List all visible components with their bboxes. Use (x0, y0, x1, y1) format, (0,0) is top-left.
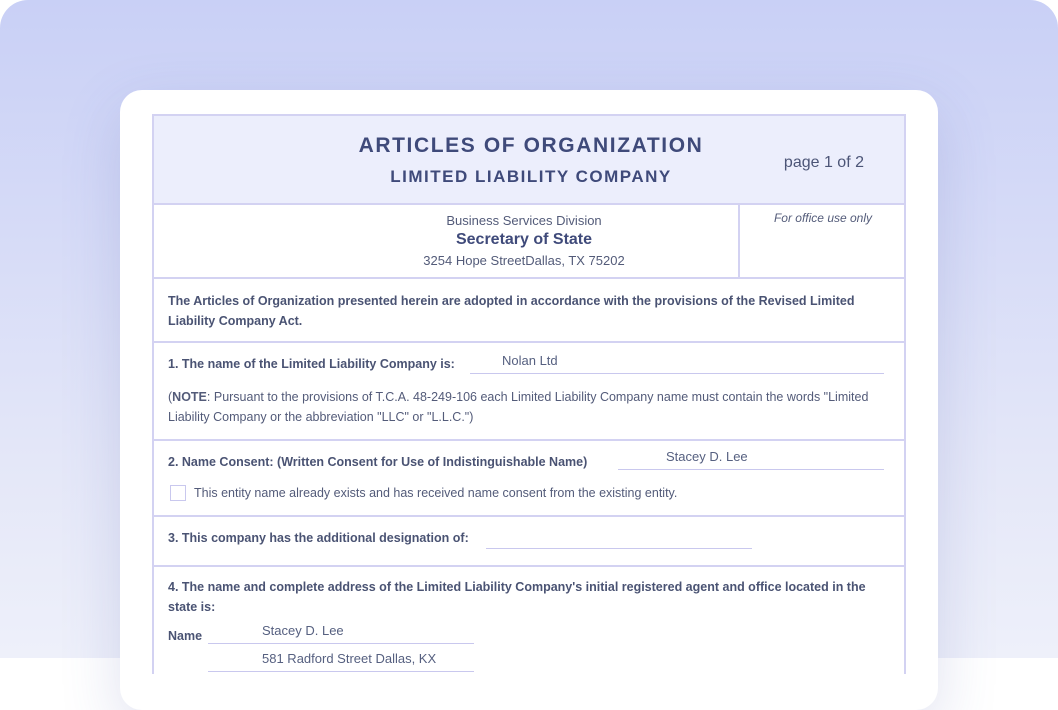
division-name: Business Services Division (446, 213, 602, 228)
section-1-note (168, 387, 898, 427)
agency-address: 3254 Hope StreetDallas, TX 75202 (423, 253, 625, 268)
name-consent-value: Stacey D. Lee (666, 449, 748, 464)
intro-text: The Articles of Organization presented herein are adopted in accordance with the provisions of the Revised Limited Liability Company Act. (168, 294, 855, 328)
office-use-box: For office use only (773, 211, 873, 225)
agent-address-value: 581 Radford Street Dallas, KX (262, 651, 437, 666)
section-2 (154, 441, 904, 517)
section-1-label: 1. The name of the Limited Liability Company is: (168, 357, 455, 371)
articles-form (152, 114, 906, 674)
agent-name-field[interactable] (208, 621, 474, 644)
note-prefix: ( (168, 390, 173, 404)
company-name-value: Nolan Ltd (502, 353, 558, 368)
agent-name-label: Name (168, 629, 203, 643)
section-4-label: 4. The name and complete address of the Limited Liability Company's initial registered agent and office located in the state is: (168, 580, 866, 614)
department-name: Secretary of State (455, 231, 593, 248)
form-title: ARTICLES OF ORGANIZATION (358, 134, 704, 157)
name-consent-checkbox[interactable] (170, 485, 186, 501)
section-1 (154, 343, 904, 441)
agent-name-value: Stacey D. Lee (262, 623, 344, 638)
section-4 (154, 567, 904, 707)
name-consent-field[interactable] (618, 447, 884, 470)
name-consent-checkbox-label: This entity name already exists and has received name consent from the existing entity. (194, 486, 678, 500)
note-bold: NOTE (172, 390, 207, 404)
additional-designation-field[interactable] (486, 526, 752, 549)
company-name-field[interactable] (470, 351, 884, 374)
form-subtitle: LIMITED LIABILITY COMPANY (390, 167, 672, 186)
section-3 (154, 517, 904, 567)
office-info-row (154, 205, 904, 279)
note-text: : Pursuant to the provisions of T.C.A. 48-249-106 each Limited Liability Company name must contain the words "Limited Liability Company or the abbreviation "LLC" or "L.L.C.") (168, 390, 869, 424)
agent-address-field[interactable] (208, 649, 474, 672)
intro-section (154, 279, 904, 343)
section-2-label: 2. Name Consent: (Written Consent for Use of Indistinguishable Name) (168, 455, 588, 469)
page-indicator: page 1 of 2 (783, 154, 864, 171)
form-header (154, 116, 904, 205)
section-3-label: 3. This company has the additional designation of: (168, 531, 469, 545)
